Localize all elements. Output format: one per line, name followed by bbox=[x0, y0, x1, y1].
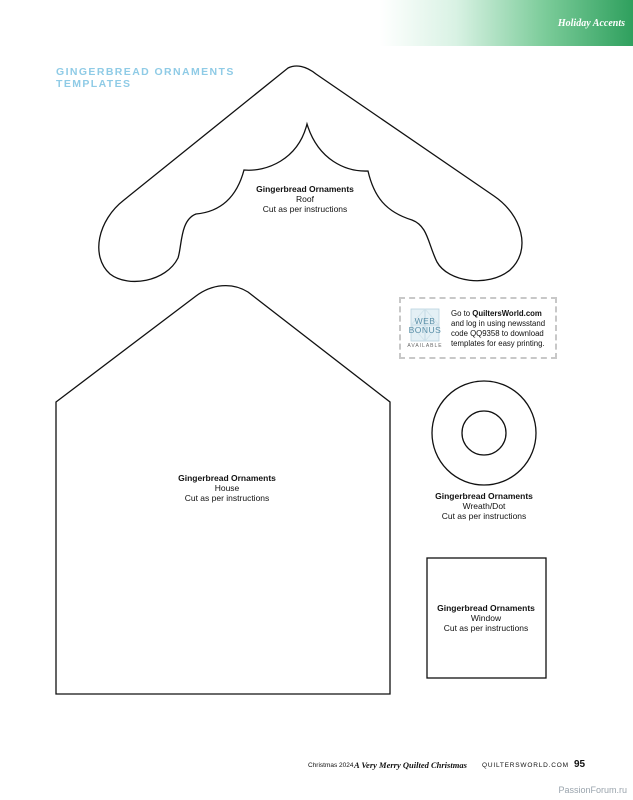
bonus-text-line4: templates for easy printing. bbox=[451, 339, 545, 348]
watermark: PassionForum.ru bbox=[558, 785, 627, 795]
wreath-label-title: Gingerbread Ornaments bbox=[435, 491, 533, 501]
badge-bonus-text: BONUS bbox=[408, 325, 442, 335]
page-number: 95 bbox=[574, 759, 586, 770]
footer-magazine-title: A Very Merry Quilted Christmas bbox=[354, 760, 467, 770]
roof-label bbox=[240, 184, 370, 214]
roof-outline bbox=[99, 66, 522, 281]
window-label-name: Window bbox=[470, 613, 502, 623]
wreath-label-name: Wreath/Dot bbox=[462, 501, 506, 511]
bonus-text-prefix: Go to bbox=[451, 309, 473, 318]
wreath-label bbox=[418, 491, 550, 521]
roof-label-title: Gingerbread Ornaments bbox=[256, 184, 354, 194]
footer-issue: Christmas 2024 bbox=[308, 762, 354, 769]
house-label-title: Gingerbread Ornaments bbox=[178, 473, 276, 483]
page-title-line2: TEMPLATES bbox=[56, 78, 132, 90]
footer-site: QUILTERSWORLD.COM bbox=[482, 762, 569, 769]
web-bonus-badge bbox=[407, 307, 443, 351]
badge-web-text: WEB bbox=[414, 316, 436, 326]
web-bonus-text bbox=[451, 309, 557, 349]
section-label: Holiday Accents bbox=[557, 18, 625, 29]
roof-label-note: Cut as per instructions bbox=[262, 204, 348, 214]
roof-label-name: Roof bbox=[296, 194, 314, 204]
bonus-text-line2: and log in using newsstand bbox=[451, 319, 546, 328]
window-label-note: Cut as per instructions bbox=[443, 623, 529, 633]
bonus-text-line3: code QQ9358 to download bbox=[451, 329, 544, 338]
dot-inner-circle bbox=[462, 411, 506, 455]
badge-available-text: AVAILABLE bbox=[407, 343, 443, 349]
window-label-title: Gingerbread Ornaments bbox=[437, 603, 535, 613]
wreath-outer-circle bbox=[432, 381, 536, 485]
page-title-line1: GINGERBREAD ORNAMENTS bbox=[56, 66, 235, 78]
web-bonus-box bbox=[399, 297, 557, 359]
window-label bbox=[420, 603, 552, 633]
house-label-name: House bbox=[214, 483, 240, 493]
house-label bbox=[160, 473, 294, 503]
house-label-note: Cut as per instructions bbox=[184, 493, 270, 503]
wreath-label-note: Cut as per instructions bbox=[441, 511, 527, 521]
bonus-site-link[interactable]: QuiltersWorld.com bbox=[472, 309, 542, 318]
